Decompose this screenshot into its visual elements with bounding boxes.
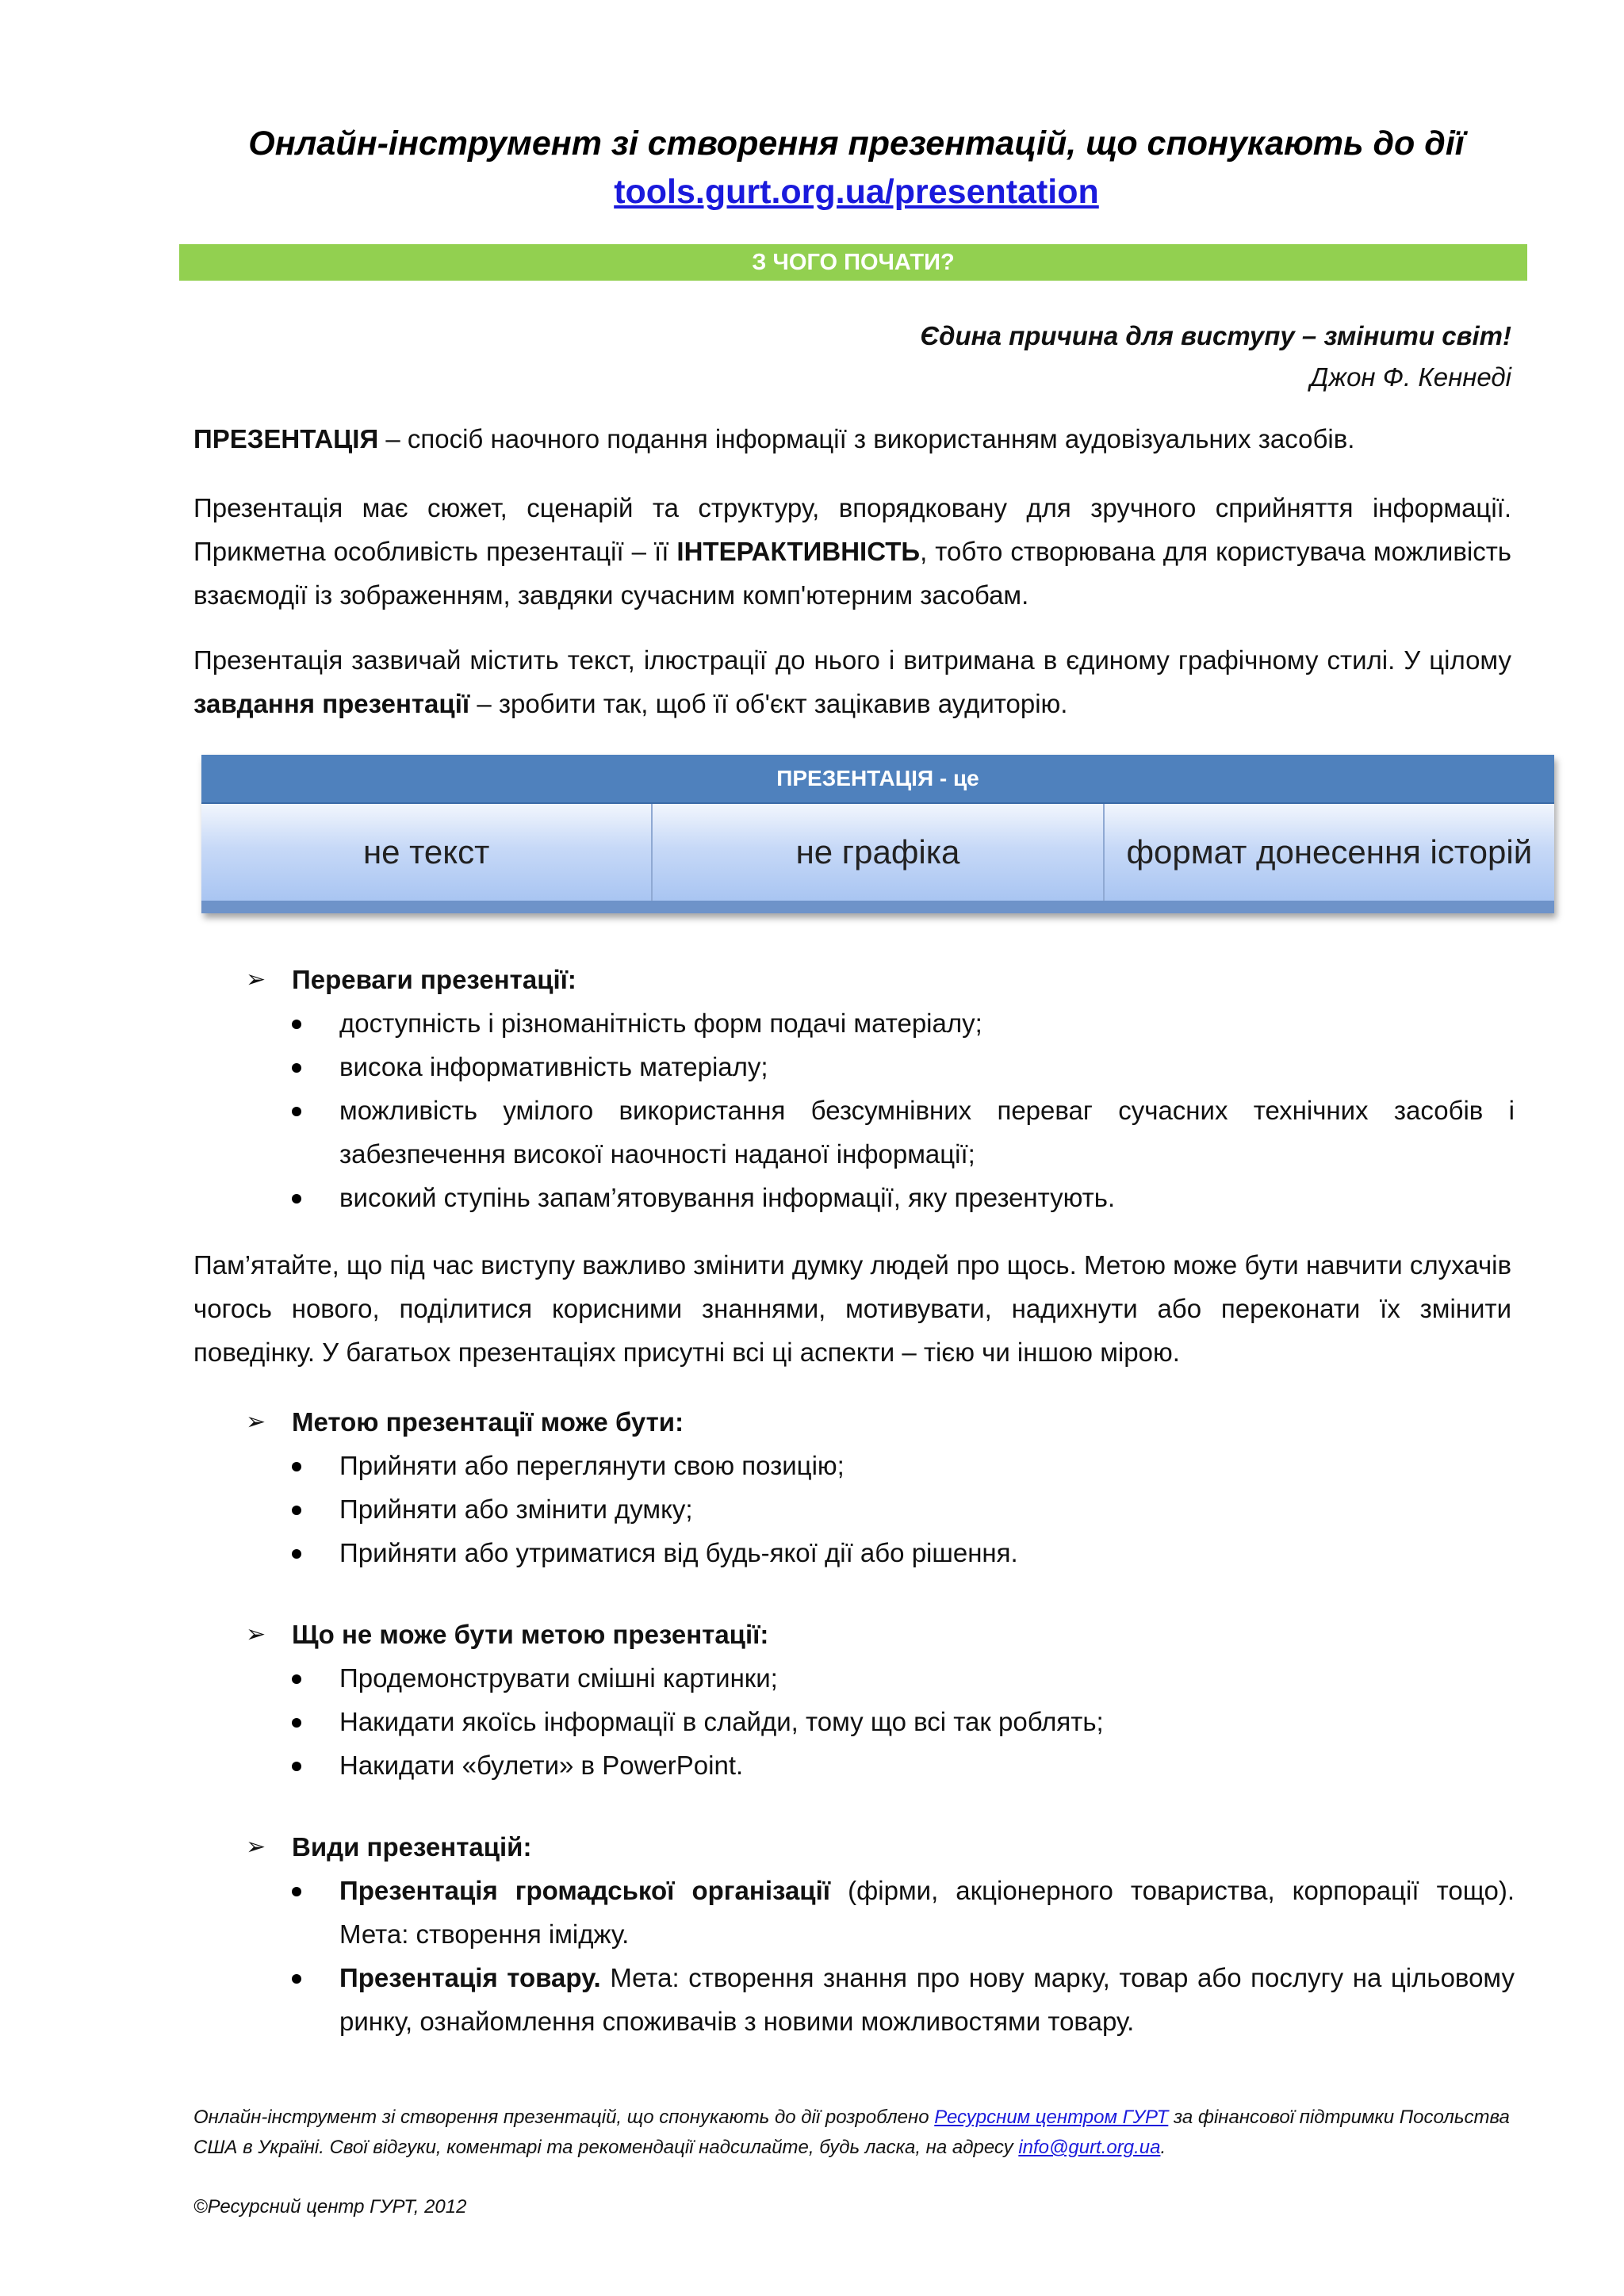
bullet-icon [292,1549,301,1559]
paragraph-remember: Пам’ятайте, що під час виступу важливо змінити думку людей про щось. Метою може бути навчити слухачів чогось нового, поділитися корисними знаннями, мотивувати, надихнути або переконати їх змінити поведінку. У багатьох презентаціях присутні всі ці аспекти – тією чи іншою мірою. [193,1250,1511,1367]
list-item [246,1444,1515,1487]
types-section [246,1825,1515,2043]
section-title [246,1400,1515,1444]
presentation-table [201,755,1554,913]
goals-title: Метою презентації може бути: [292,1407,684,1437]
bullet-icon [292,1887,301,1896]
footer-text-c: . [1160,2137,1166,2158]
list-item-text: (фірми, акціонерного товариства, корпорації тощо). Мета: створення іміджу. [339,1876,1515,1949]
page-title: Онлайн-інструмент зі створення презентацій, що спонукають до дії [248,124,1465,163]
list-item-bold: Презентація громадської організації [339,1876,831,1905]
table-cell: формат донесення історій [1103,804,1554,901]
bullet-icon [292,1762,301,1771]
footer-note [193,2103,1542,2163]
bullet-icon [292,1674,301,1684]
table-cell: не текст [362,833,490,871]
title-block [127,119,1586,216]
copyright: ©Ресурсний центр ГУРТ, 2012 [193,2196,467,2218]
list-item [246,1700,1515,1743]
arrow-bullet-icon: ➢ [246,1834,266,1860]
footer-gurt-link[interactable]: Ресурсним центром ГУРТ [934,2107,1169,2128]
section-title [246,1825,1515,1869]
bullet-icon [292,1107,301,1116]
para2-bold: завдання презентації [193,689,470,718]
bullet-icon [292,1462,301,1471]
para2-text-a: Презентація зазвичай містить текст, ілюстрації до нього і витримана в єдиному графічному стилі. У цілому [193,645,1511,675]
definition-paragraph [193,417,1511,461]
para1-text-a: Презентація має сюжет, сценарій та структуру, впорядковану для зручного сприйняття інформації. Прикметна особливість презентації – її [193,493,1511,566]
goals-section [246,1400,1515,1575]
para1-text-b: , тобто створювана для користувача можливість взаємодії із зображенням, завдяки сучасним комп'ютерним засобам. [193,537,1511,610]
list-item-text: Накидати «булети» в PowerPoint. [339,1751,744,1780]
footer-text-a: Онлайн-інструмент зі створення презентацій, що спонукають до дії розроблено [193,2107,935,2128]
list-item [246,1045,1515,1089]
list-item [246,1531,1515,1575]
list-item-bold: Презентація товару. [339,1963,601,1992]
list-item-text: висока інформативність матеріалу; [339,1052,768,1081]
arrow-bullet-icon: ➢ [246,1621,266,1647]
para1-bold: ІНТЕРАКТИВНІСТЬ [676,537,921,566]
bullet-icon [292,1718,301,1728]
list-item [246,1956,1515,2043]
list-item-text: Прийняти або переглянути свою позицію; [339,1451,845,1480]
bullet-icon [292,1506,301,1515]
definition-term: ПРЕЗЕНТАЦІЯ [193,424,379,453]
goals-list [246,1444,1515,1575]
advantages-title: Переваги презентації: [292,965,576,994]
bullet-icon [292,1020,301,1029]
presentation-table-footer [201,901,1554,913]
paragraph-interactivity [193,486,1511,617]
list-item-text: Прийняти або змінити думку; [339,1494,693,1524]
arrow-bullet-icon: ➢ [246,1409,266,1435]
list-item-text: Продемонструвати смішні картинки; [339,1663,778,1693]
bullet-icon [292,1974,301,1984]
table-cell: не графіка [651,804,1102,901]
list-item-text: Мета: створення знання про нову марку, товар або послугу на цільовому ринку, ознайомлення споживачів з новими можливостями товару. [339,1963,1515,2036]
section-title [246,958,1515,1001]
list-item [246,1176,1515,1219]
quote [920,316,1511,398]
list-item-text: високий ступінь запам’ятовування інформації, яку презентують. [339,1183,1116,1212]
list-item [246,1743,1515,1787]
section-title [246,1613,1515,1656]
footer-text-b: за фінансової підтримки Посольства США в Україні. Свої відгуки, коментарі та рекомендації надсилайте, будь ласка, на адресу [193,2107,1510,2158]
footer-email-link[interactable]: info@gurt.org.ua [1018,2137,1161,2158]
quote-author: Джон Ф. Кеннеді [1310,362,1511,392]
list-item-text: доступність і різноманітність форм подачі матеріалу; [339,1008,982,1038]
list-item [246,1869,1515,1956]
list-item [246,1089,1515,1176]
bullet-icon [292,1194,301,1203]
list-item [246,1487,1515,1531]
not-goals-section [246,1613,1515,1787]
list-item [246,1001,1515,1045]
bullet-icon [292,1063,301,1073]
title-link[interactable]: tools.gurt.org.ua/presentation [614,173,1099,211]
presentation-table-row [201,804,1554,901]
advantages-list [246,1001,1515,1219]
quote-text: Єдина причина для виступу – змінити світ! [920,321,1511,350]
list-item [246,1656,1515,1700]
types-title: Види презентацій: [292,1832,532,1862]
arrow-bullet-icon: ➢ [246,966,266,993]
list-item-text: Прийняти або утриматися від будь-якої дії або рішення. [339,1538,1018,1567]
list-item-text: Накидати якоїсь інформації в слайди, тому що всі так роблять; [339,1707,1104,1736]
paragraph-task [193,638,1511,725]
advantages-section [246,958,1515,1219]
para2-text-b: – зробити так, щоб її об'єкт зацікавив аудиторію. [469,689,1068,718]
types-list [246,1869,1515,2043]
definition-text: – спосіб наочного подання інформації з використанням аудовізуальних засобів. [378,424,1355,453]
presentation-table-header: ПРЕЗЕНТАЦІЯ - це [201,755,1554,804]
list-item-text: можливість умілого використання безсумнівних переваг сучасних технічних засобів і забезпечення високої наочності наданої інформації; [339,1096,1515,1169]
not-goals-list [246,1656,1515,1787]
section-banner: З ЧОГО ПОЧАТИ? [179,244,1527,281]
not-goals-title: Що не може бути метою презентації: [292,1620,769,1649]
